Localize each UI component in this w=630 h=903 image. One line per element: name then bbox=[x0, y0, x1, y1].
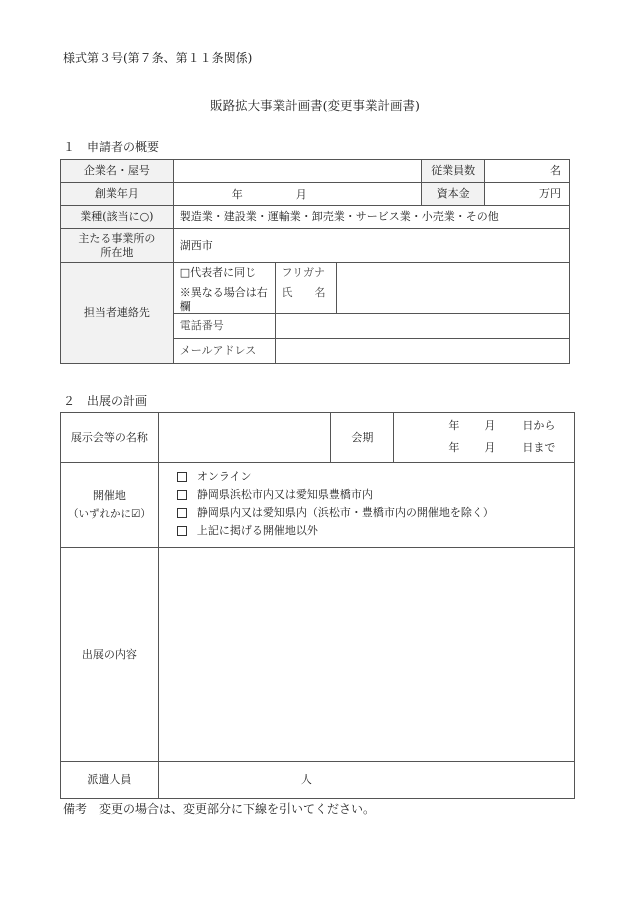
founded-input[interactable] bbox=[173, 183, 422, 206]
period-from-month: 月 bbox=[484, 419, 496, 432]
founded-label: 創業年月 bbox=[61, 183, 174, 206]
remarks: 備考 変更の場合は、変更部分に下線を引いてください。 bbox=[63, 802, 376, 816]
company-input[interactable] bbox=[173, 160, 422, 183]
email-input[interactable] bbox=[275, 339, 569, 364]
venue-label-cell bbox=[61, 463, 159, 548]
phone-input[interactable] bbox=[275, 314, 569, 339]
checkbox-icon[interactable] bbox=[177, 526, 187, 536]
different-note: ※異なる場合は右欄 bbox=[179, 285, 268, 313]
office-label bbox=[61, 229, 174, 263]
staff-label: 派遣人員 bbox=[61, 762, 159, 799]
phone-label: 電話番号 bbox=[173, 314, 275, 339]
founded-month-unit: 月 bbox=[295, 188, 307, 201]
checkbox-icon[interactable] bbox=[177, 508, 187, 518]
employees-label: 従業員数 bbox=[422, 160, 485, 183]
period-input[interactable] bbox=[394, 413, 575, 463]
exhibition-label: 展示会等の名称 bbox=[61, 413, 159, 463]
content-input[interactable] bbox=[158, 548, 574, 762]
checkbox-icon[interactable] bbox=[177, 472, 187, 482]
employees-input[interactable] bbox=[485, 160, 570, 183]
exhibition-input[interactable] bbox=[158, 413, 331, 463]
period-label: 会期 bbox=[331, 413, 394, 463]
period-to-year: 年 bbox=[448, 441, 460, 454]
period-from-year: 年 bbox=[448, 419, 460, 432]
contact-label: 担当者連絡先 bbox=[61, 263, 174, 364]
furigana-label: フリガナ bbox=[281, 266, 325, 279]
office-label-line2: 所在地 bbox=[100, 245, 134, 259]
section2-heading: ２ 出展の計画 bbox=[63, 394, 148, 408]
capital-unit: 万円 bbox=[539, 187, 561, 201]
same-as-rep-checkbox[interactable]: □代表者に同じ bbox=[179, 266, 257, 279]
applicant-table bbox=[60, 159, 570, 364]
company-label: 企業名・屋号 bbox=[61, 160, 174, 183]
venue-option-shizuoka-aichi[interactable]: 静岡県内又は愛知県内（浜松市・豊橋市内の開催地を除く） bbox=[177, 506, 494, 520]
email-label: メールアドレス bbox=[173, 339, 275, 364]
capital-input[interactable] bbox=[485, 183, 570, 206]
capital-label: 資本金 bbox=[422, 183, 485, 206]
venue-option-online[interactable]: オンライン bbox=[177, 470, 252, 484]
founded-year-unit: 年 bbox=[231, 188, 243, 201]
checkbox-icon[interactable] bbox=[177, 490, 187, 500]
office-value[interactable]: 湖西市 bbox=[173, 229, 569, 263]
staff-input[interactable] bbox=[158, 762, 574, 799]
page-title: 販路拡大事業計画書(変更事業計画書) bbox=[210, 98, 420, 113]
period-to-month: 月 bbox=[484, 441, 496, 454]
venue-option-hamamatsu[interactable]: 静岡県浜松市内又は愛知県豊橋市内 bbox=[177, 488, 373, 502]
employees-unit: 名 bbox=[550, 164, 561, 178]
venue-note: （いずれかに☑） bbox=[67, 508, 151, 521]
industry-options[interactable]: 製造業・建設業・運輸業・卸売業・サービス業・小売業・その他 bbox=[173, 206, 569, 229]
exhibition-table bbox=[60, 412, 575, 799]
contact-name-input[interactable] bbox=[337, 263, 570, 314]
period-from-day: 日から bbox=[522, 419, 556, 432]
industry-label: 業種(該当に○) bbox=[61, 206, 174, 229]
form-number: 様式第３号(第７条、第１１条関係) bbox=[63, 51, 253, 65]
venue-option-other[interactable]: 上記に掲げる開催地以外 bbox=[177, 524, 318, 538]
same-as-rep-cell[interactable] bbox=[173, 263, 275, 314]
name-label: 氏 名 bbox=[281, 285, 326, 299]
venue-label: 開催地 bbox=[92, 488, 126, 502]
section1-heading: １ 申請者の概要 bbox=[63, 140, 160, 154]
furigana-name-labels bbox=[275, 263, 337, 314]
staff-unit: 人 bbox=[300, 773, 312, 786]
office-label-line1: 主たる事業所の bbox=[78, 231, 156, 245]
venue-options bbox=[158, 463, 574, 548]
period-to-day: 日まで bbox=[522, 441, 556, 454]
content-label: 出展の内容 bbox=[61, 548, 159, 762]
